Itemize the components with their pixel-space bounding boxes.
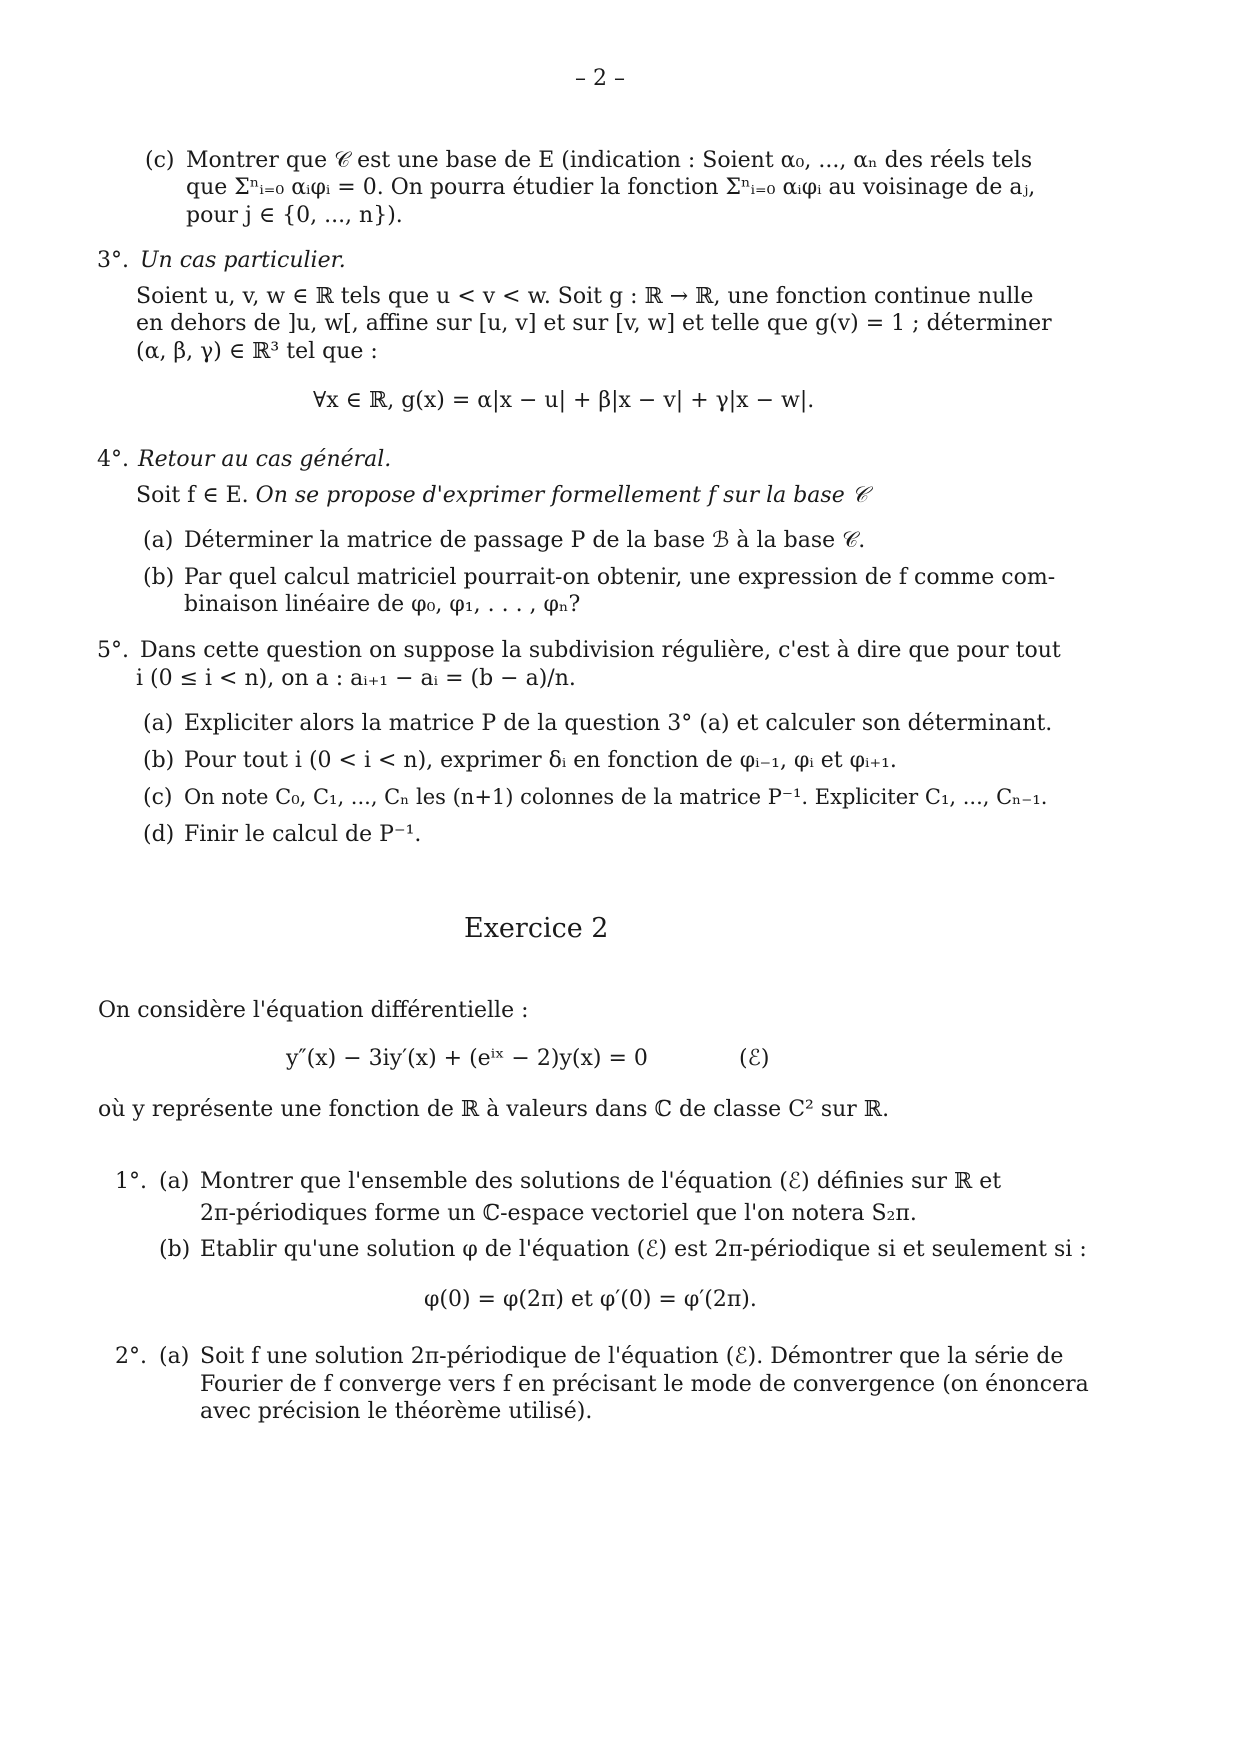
ex2-q1a-label: (a) — [159, 1169, 190, 1194]
exercice2-title: Exercice 2 — [464, 913, 609, 944]
q4-intro — [136, 483, 868, 508]
q3-title: Un cas particulier. — [140, 248, 346, 273]
exercice2-intro: On considère l'équation différentielle : — [98, 998, 529, 1023]
ex2-q2a-line2: Fourier de f converge vers f en précisant le mode de convergence (on énoncera — [200, 1372, 1089, 1397]
ex2-q1b-formula: φ(0) = φ(2π) et φ′(0) = φ′(2π). — [424, 1287, 757, 1312]
q2c-label: (c) — [145, 148, 175, 173]
q3-line3: (α, β, γ) ∈ ℝ³ tel que : — [136, 339, 378, 364]
q5d-label: (d) — [143, 822, 175, 847]
ex2-q2a-line1: Soit f une solution 2π-périodique de l'équation (ℰ). Démontrer que la série de — [200, 1344, 1064, 1369]
q4-intro-prefix: Soit f ∈ E. — [136, 483, 249, 508]
q5-number: 5°. — [97, 638, 129, 663]
q5a-label: (a) — [143, 711, 174, 736]
exercice2-equation: y″(x) − 3iy′(x) + (eⁱˣ − 2)y(x) = 0 — [286, 1046, 648, 1071]
ex2-q2-number: 2°. — [115, 1344, 147, 1369]
q4b-label: (b) — [143, 565, 175, 590]
q4b-line1: Par quel calcul matriciel pourrait-on obtenir, une expression de f comme com- — [184, 565, 1056, 590]
q4-number: 4°. — [97, 447, 129, 472]
ex2-q2a-label: (a) — [159, 1344, 190, 1369]
ex2-q1b-label: (b) — [159, 1237, 191, 1262]
q4a-label: (a) — [143, 528, 174, 553]
q4-title: Retour au cas général. — [138, 447, 392, 472]
q4a-text: Déterminer la matrice de passage P de la base ℬ à la base 𝒞. — [184, 528, 866, 553]
ex2-q1b-text: Etablir qu'une solution φ de l'équation (ℰ) est 2π-périodique si et seulement si : — [200, 1237, 1087, 1262]
q3-line2: en dehors de ]u, w[, affine sur [u, v] et sur [v, w] et telle que g(v) = 1 ; déterminer — [136, 311, 1052, 336]
q5-line1: Dans cette question on suppose la subdivision régulière, c'est à dire que pour tout — [140, 638, 1061, 663]
q5d-text: Finir le calcul de P⁻¹. — [184, 822, 422, 847]
q5a-text: Expliciter alors la matrice P de la question 3° (a) et calculer son déterminant. — [184, 711, 1053, 736]
page-number: – 2 – — [575, 66, 625, 91]
q4-intro-italic: On se propose d'exprimer formellement f sur la base 𝒞 — [255, 483, 868, 508]
q2c-line2: que Σⁿᵢ₌₀ αᵢφᵢ = 0. On pourra étudier la fonction Σⁿᵢ₌₀ αᵢφᵢ au voisinage de aⱼ, — [186, 175, 1036, 200]
q2c-line1: Montrer que 𝒞 est une base de E (indication : Soient α₀, ..., αₙ des réels tels — [186, 148, 1033, 173]
q5b-label: (b) — [143, 748, 175, 773]
exercice2-where: où y représente une fonction de ℝ à valeurs dans ℂ de classe C² sur ℝ. — [98, 1097, 890, 1122]
q4b-line2: binaison linéaire de φ₀, φ₁, . . . , φₙ? — [184, 592, 581, 617]
ex2-q1a-line1: Montrer que l'ensemble des solutions de l'équation (ℰ) définies sur ℝ et — [200, 1169, 1002, 1194]
q5c-label: (c) — [143, 785, 173, 810]
q3-number: 3°. — [97, 248, 129, 273]
ex2-q1a-line2: 2π-périodiques forme un ℂ-espace vectoriel que l'on notera S₂π. — [200, 1201, 917, 1226]
q5-line2: i (0 ≤ i < n), on a : aᵢ₊₁ − aᵢ = (b − a)/n. — [136, 666, 576, 691]
ex2-q1-number: 1°. — [115, 1169, 147, 1194]
q5c-text: On note C₀, C₁, ..., Cₙ les (n+1) colonnes de la matrice P⁻¹. Expliciter C₁, ..., Cₙ₋₁. — [184, 785, 1048, 809]
q3-formula: ∀x ∈ ℝ, g(x) = α|x − u| + β|x − v| + γ|x − w|. — [313, 388, 815, 413]
ex2-q2a-line3: avec précision le théorème utilisé). — [200, 1399, 593, 1424]
q2c-line3: pour j ∈ {0, ..., n}). — [186, 203, 403, 228]
q5b-text: Pour tout i (0 < i < n), exprimer δᵢ en fonction de φᵢ₋₁, φᵢ et φᵢ₊₁. — [184, 748, 897, 773]
q3-line1: Soient u, v, w ∈ ℝ tels que u < v < w. Soit g : ℝ → ℝ, une fonction continue nulle — [136, 284, 1034, 309]
exercice2-equation-tag: (ℰ) — [739, 1046, 770, 1071]
